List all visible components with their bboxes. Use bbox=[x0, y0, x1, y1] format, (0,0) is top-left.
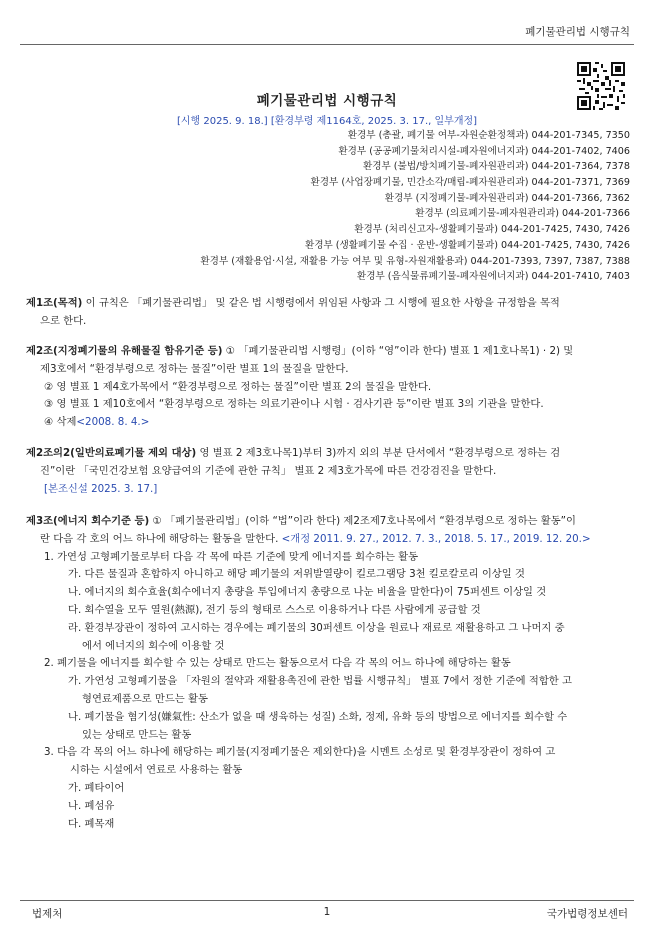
item-3-da: 다. 폐목재 bbox=[68, 817, 115, 830]
header-divider bbox=[20, 44, 634, 45]
item-1-na: 나. 에너지의 회수효율(회수에너지 총량을 투입에너지 총량으로 나눈 비율을 말한다)이 75퍼센트 이상일 것 bbox=[68, 586, 547, 599]
amendment-date[interactable]: <2008. 8. 4.> bbox=[76, 416, 150, 429]
item-1-ra-cont: 에서 에너지의 회수에 이용할 것 bbox=[82, 639, 225, 652]
article-1-heading: 제1조(목적) bbox=[26, 297, 83, 309]
article-2-2-text-cont: 진”이란 「국민건강보험 요양급여의 기준에 관한 규칙」 별표 2 제3호가목에 따른 건강검진을 말한다. bbox=[40, 464, 497, 477]
revision-history[interactable]: <개정 2011. 9. 27., 2012. 7. 3., 2018. 5. 17., 2019. 12. 20.> bbox=[281, 532, 591, 545]
article-2-paragraph-2: ② 영 별표 1 제4호가목에서 “환경부령으로 정하는 물질”이란 별표 2의 물질을 말한다. bbox=[44, 380, 432, 393]
enforcement-info[interactable]: [시행 2025. 9. 18.] [환경부령 제1164호, 2025. 3. 17., 일부개정] bbox=[176, 116, 478, 127]
article-3 bbox=[26, 513, 630, 833]
footer-divider bbox=[20, 900, 634, 901]
item-1: 1. 가연성 고형폐기물로부터 다음 각 목에 따른 기준에 맞게 에너지를 회수하는 활동 bbox=[44, 550, 419, 563]
article-2-heading: 제2조(지정폐기물의 유해물질 함유기준 등) bbox=[26, 345, 223, 357]
item-1-ga: 가. 다른 물질과 혼합하지 아니하고 해당 폐기물의 저위발열량이 킬로그램당 3천 킬로칼로리 이상일 것 bbox=[68, 568, 525, 581]
article-3-text: ① 「폐기물관리법」(이하 “법”이라 한다) 제2조제7호나목에서 “환경부령으로 정하는 활동”이 bbox=[149, 515, 576, 527]
contact-line: 환경부 (불법/방치폐기물-폐자원관리과) 044-201-7364, 7378 bbox=[362, 161, 630, 173]
article-3-text-cont: 란 다음 각 호의 어느 하나에 해당하는 활동을 말한다. bbox=[40, 532, 282, 545]
article-1-text: 이 규칙은 「폐기물관리법」 및 같은 법 시행령에서 위임된 사항과 그 시행에 필요한 사항을 규정함을 목적 bbox=[82, 297, 560, 309]
item-3: 3. 다음 각 목의 어느 하나에 해당하는 폐기물(지정폐기물은 제외한다)을 시멘트 소성로 및 환경부장관이 정하여 고 bbox=[44, 746, 556, 759]
item-2-na: 나. 폐기물을 혐기성(嫌氣性: 산소가 없을 때 생육하는 성질) 소화, 정제, 유화 등의 방법으로 에너지를 회수할 수 bbox=[68, 710, 568, 723]
item-3-cont: 시하는 시설에서 연료로 사용하는 활동 bbox=[70, 764, 243, 777]
contact-line: 환경부 (지정폐기물-폐자원관리과) 044-201-7366, 7362 bbox=[384, 192, 630, 204]
article-2-2 bbox=[26, 445, 630, 498]
article-1-text-cont: 으로 한다. bbox=[40, 314, 87, 327]
item-3-ga: 가. 폐타이어 bbox=[68, 781, 125, 794]
item-2-na-cont: 있는 상태로 만드는 활동 bbox=[82, 728, 192, 741]
document-title: 폐기물관리법 시행규칙 bbox=[256, 93, 398, 109]
header-title: 폐기물관리법 시행규칙 bbox=[525, 26, 630, 38]
contact-line: 환경부 (총괄, 폐기물 여부-자원순환정책과) 044-201-7345, 7350 bbox=[347, 130, 630, 141]
contact-list bbox=[200, 128, 630, 285]
item-1-da: 다. 회수열을 모두 열원(熱源), 전기 등의 형태로 스스로 이용하거나 다른 사람에게 공급할 것 bbox=[68, 603, 481, 616]
page-number: 1 bbox=[323, 906, 331, 918]
contact-line: 환경부 (생활폐기물 수집 · 운반-생활폐기물과) 044-201-7425, 7430, 7426 bbox=[304, 239, 630, 251]
item-2-ga: 가. 가연성 고형폐기물을 「자원의 절약과 재활용촉진에 관한 법률 시행규칙」 별표 7에서 정한 기준에 적합한 고 bbox=[68, 675, 572, 688]
item-3-na: 나. 폐섬유 bbox=[68, 799, 115, 812]
article-2 bbox=[26, 343, 630, 432]
item-1-ra: 라. 환경부장관이 정하여 고시하는 경우에는 폐기물의 30퍼센트 이상을 원료나 재료로 재활용하고 그 나머지 중 bbox=[68, 621, 565, 634]
contact-line: 환경부 (의료폐기물-폐자원관리과) 044-201-7366 bbox=[415, 208, 630, 220]
item-2-ga-cont: 형연료제품으로 만드는 활동 bbox=[82, 692, 208, 705]
footer-provider: 국가법령정보센터 bbox=[546, 908, 628, 920]
article-2-2-heading: 제2조의2(일반의료폐기물 제외 대상) bbox=[26, 447, 197, 459]
contact-line: 환경부 (사업장폐기물, 민간소각/매립-폐자원관리과) 044-201-7371, 7369 bbox=[310, 177, 630, 189]
item-2: 2. 폐기물을 에너지를 회수할 수 있는 상태로 만드는 활동으로서 다음 각 목의 어느 하나에 해당하는 활동 bbox=[44, 657, 511, 670]
article-1 bbox=[26, 295, 630, 331]
new-article-note[interactable]: [본조신설 2025. 3. 17.] bbox=[44, 482, 158, 495]
article-2-paragraph-3: ③ 영 별표 1 제10호에서 “환경부령으로 정하는 의료기관이나 시험 · 검사기관 등”이란 별표 3의 기관을 말한다. bbox=[44, 398, 544, 411]
article-2-text: ① 「폐기물관리법 시행령」(이하 “영”이라 한다) 별표 1 제1호나목1) · 2) 및 bbox=[222, 345, 574, 357]
article-2-2-text: 영 별표 2 제3호나목1)부터 3)까지 외의 부분 단서에서 “환경부령으로 정하는 검 bbox=[196, 447, 561, 459]
article-2-text-cont: 제3호에서 “환경부령으로 정하는 물질”이란 별표 1의 물질을 말한다. bbox=[40, 362, 349, 375]
footer-source: 법제처 bbox=[32, 908, 63, 920]
contact-line: 환경부 (공공폐기물처리시설-폐자원에너지과) 044-201-7402, 7406 bbox=[338, 145, 630, 157]
contact-line: 환경부 (음식물류폐기물-폐자원에너지과) 044-201-7410, 7403 bbox=[356, 271, 630, 283]
contact-line: 환경부 (처리신고자-생활폐기물과) 044-201-7425, 7430, 7426 bbox=[354, 224, 630, 236]
article-3-heading: 제3조(에너지 회수기준 등) bbox=[26, 515, 150, 527]
article-2-paragraph-4: ④ 삭제 bbox=[44, 416, 77, 429]
contact-line: 환경부 (재활용업·시설, 재활용 가능 여부 및 유형-자원재활용과) 044-201-7393, 7397, 7387, 7388 bbox=[200, 255, 630, 267]
